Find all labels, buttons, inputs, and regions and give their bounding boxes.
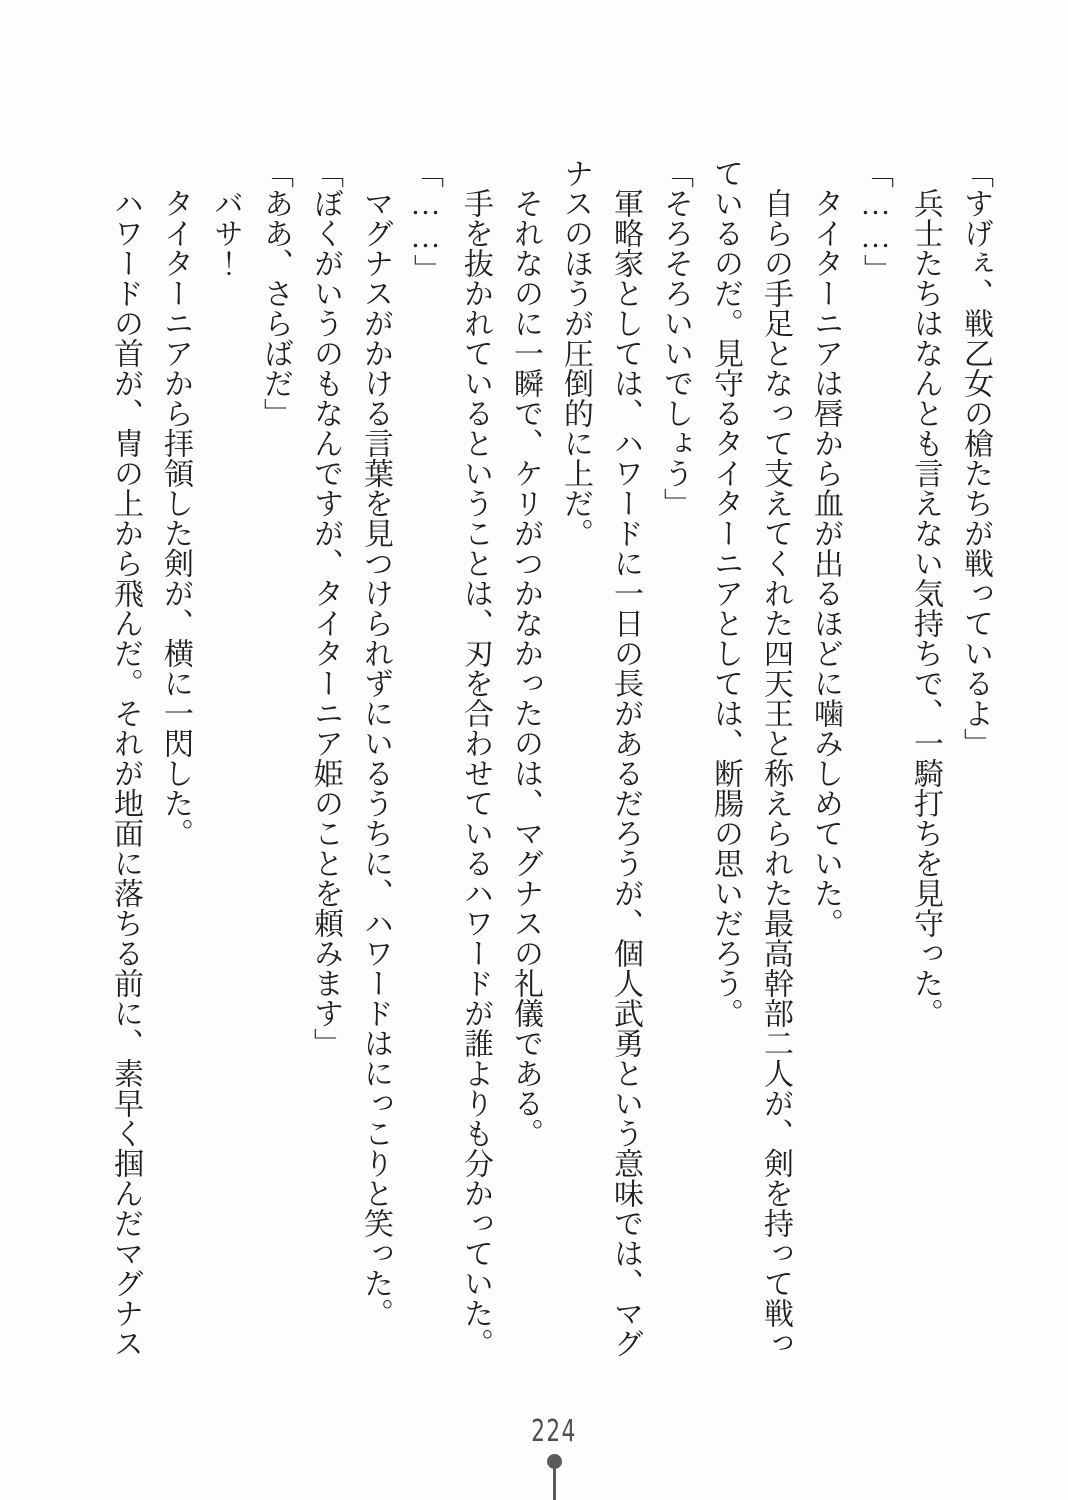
paragraph: 兵士たちはなんとも言えない気持ちで、一騎打ちを見守った。 — [909, 188, 942, 1028]
paragraph-dialogue: 「そろそろいいでしょう」 — [659, 158, 692, 518]
paragraph-dialogue: 「……」 — [859, 158, 892, 284]
page-ornament-line — [553, 1466, 556, 1500]
page-number: 224 — [531, 1414, 577, 1449]
paragraph: 手を抜かれているということは、刃を合わせているハワードが誰よりも分かっていた。 — [459, 188, 492, 1358]
paragraph: バサ！ — [209, 188, 242, 278]
paragraph-dialogue: 「……」 — [409, 158, 442, 284]
paragraph: マグナスがかける言葉を見つけられずにいるうちに、ハワードはにっこりと笑った。 — [359, 188, 392, 1328]
paragraph-dialogue: 「すげぇ、戦乙女の槍たちが戦っているよ」 — [959, 158, 992, 758]
page-text — [95, 158, 1000, 1358]
paragraph-dialogue: 「ぼくがいうのもなんですが、タイターニア姫のことを頼みます」 — [309, 158, 342, 1058]
paragraph-dialogue: 「ああ、さらばだ」 — [259, 158, 292, 428]
paragraph: 軍略家としては、ハワードに一日の長があるだろうが、個人武勇という意味では、マグナスのほうが圧倒的に上だ。 — [559, 158, 642, 1358]
paragraph: タイターニアから拝領した剣が、横に一閃した。 — [159, 188, 192, 848]
paragraph: タイターニアは唇から血が出るほどに噛みしめていた。 — [809, 188, 842, 938]
paragraph: ハワードの首が、冑の上から飛んだ。それが地面に落ちる前に、素早く掴んだマグナス — [109, 188, 142, 1358]
paragraph: それなのに一瞬で、ケリがつかなかったのは、マグナスの礼儀である。 — [509, 188, 542, 1148]
paragraph: 自らの手足となって支えてくれた四天王と称えられた最高幹部二人が、剣を持って戦っているのだ。見守るタイターニアとしては、断腸の思いだろう。 — [709, 158, 792, 1358]
